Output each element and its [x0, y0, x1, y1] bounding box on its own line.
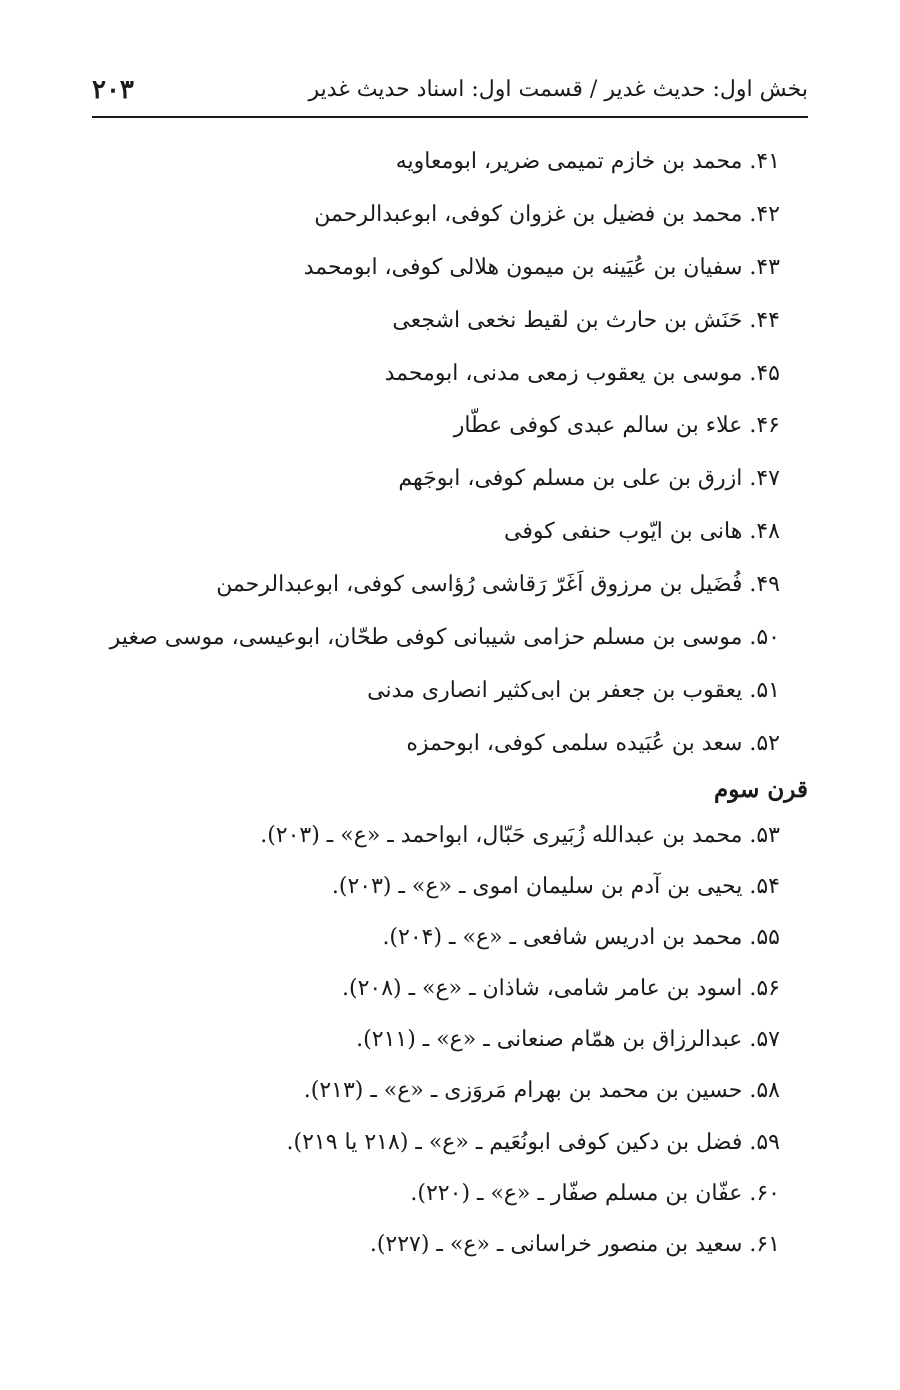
page-number: ۲۰۳	[92, 75, 134, 105]
narrator-item: ۵۰. موسی بن مسلم حزامی شیبانی کوفی طحّان، ابوعیسی، موسی صغیر	[109, 625, 780, 651]
narrator-item: ۴۵. موسی بن یعقوب زمعی مدنی، ابومحمد	[384, 360, 780, 386]
narrator-item: ۵۴. یحیی بن آدم بن سلیمان اموی ـ «ع» ـ (۲۰۳).	[331, 874, 780, 900]
narrator-item: ۵۹. فضل بن دکین کوفی ابونُعَیم ـ «ع» ـ (۲۱۸ یا ۲۱۹).	[286, 1129, 780, 1155]
running-header	[92, 66, 808, 106]
header-title: بخش اول: حدیث غدیر / قسمت اول: اسناد حدیث غدیر	[308, 77, 808, 102]
narrator-item: ۴۳. سفیان بن عُیَینه بن میمون هلالی کوفی، ابومحمد	[303, 254, 780, 280]
narrator-item: ۶۱. سعید بن منصور خراسانی ـ «ع» ـ (۲۲۷).	[369, 1231, 780, 1257]
narrator-list-second-century	[110, 142, 780, 777]
narrator-item: ۴۲. محمد بن فضیل بن غزوان کوفی، ابوعبدالرحمن	[314, 201, 780, 227]
narrator-item: ۵۸. حسین بن محمد بن بهرام مَروَزی ـ «ع» ـ (۲۱۳).	[303, 1078, 780, 1104]
narrator-item: ۴۸. هانی بن ایّوب حنفی کوفی	[504, 519, 780, 545]
narrator-item: ۵۲. سعد بن عُبَیده سلمی کوفی، ابوحمزه	[406, 730, 780, 756]
narrator-item: ۴۱. محمد بن خازم تمیمی ضریر، ابومعاویه	[395, 149, 780, 174]
narrator-item: ۵۷. عبدالرزاق بن همّام صنعانی ـ «ع» ـ (۲۱۱).	[356, 1027, 780, 1053]
narrator-item: ۴۷. ازرق بن علی بن مسلم کوفی، ابوجَهم	[398, 466, 780, 492]
narrator-item: ۶۰. عفّان بن مسلم صفّار ـ «ع» ـ (۲۲۰).	[410, 1180, 780, 1206]
narrator-item: ۴۶. علاء بن سالم عبدی کوفی عطّار	[453, 413, 780, 439]
narrator-item: ۴۴. حَنَش بن حارث بن لقیط نخعی اشجعی	[392, 307, 780, 333]
narrator-item: ۴۹. فُضَیل بن مرزوق اَغَرّ رَقاشی رُؤاسی کوفی، ابوعبدالرحمن	[216, 572, 780, 598]
narrator-list-third-century	[260, 816, 780, 1276]
narrator-item: ۵۳. محمد بن عبدالله زُبَیری حَبّال، ابواحمد ـ «ع» ـ (۲۰۳).	[260, 823, 780, 848]
narrator-item: ۵۶. اسود بن عامر شامی، شاذان ـ «ع» ـ (۲۰۸).	[341, 976, 780, 1002]
narrator-item: ۵۱. یعقوب بن جعفر بن ابی‌کثیر انصاری مدنی	[367, 677, 780, 703]
header-divider	[92, 116, 808, 118]
section-heading-third-century: قرن سوم	[714, 776, 808, 803]
narrator-item: ۵۵. محمد بن ادریس شافعی ـ «ع» ـ (۲۰۴).	[382, 925, 780, 951]
